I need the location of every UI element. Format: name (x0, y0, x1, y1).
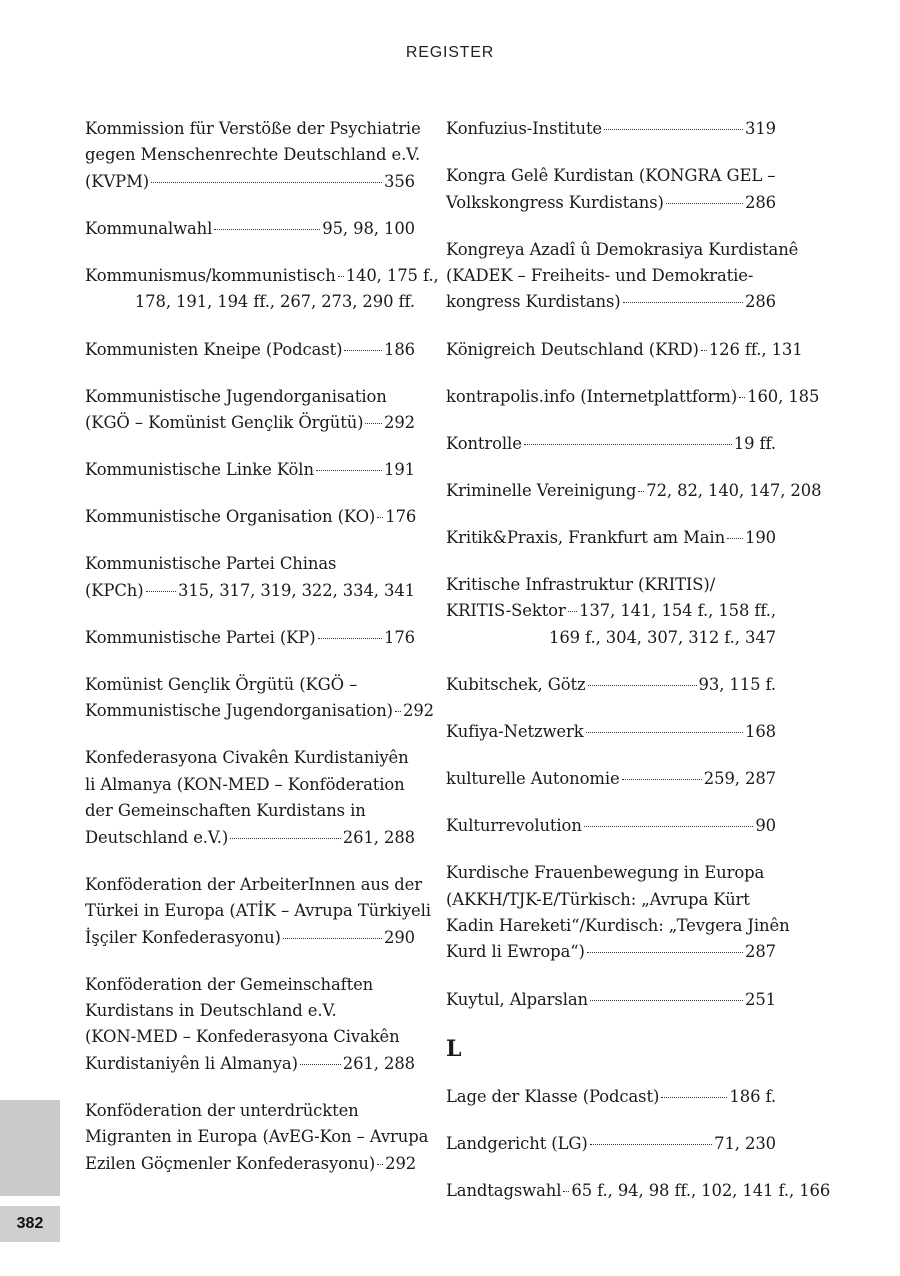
entry-term: KRITIS-Sektor (446, 601, 566, 621)
index-entry (446, 572, 776, 651)
index-entry (446, 1178, 831, 1204)
index-entry (446, 337, 803, 363)
entry-final-line (85, 1151, 415, 1177)
entry-term: Kritik&Praxis, Frankfurt am Main (446, 527, 726, 547)
entry-final-line (85, 625, 415, 651)
index-entry (446, 1131, 776, 1157)
entry-pages: 191 (384, 460, 415, 480)
entry-text-line: Migranten in Europa (AvEG-Kon – Avrupa (85, 1127, 429, 1147)
entry-pages: 292 (402, 701, 434, 721)
entry-final-line (446, 337, 803, 363)
dot-leader (586, 732, 743, 733)
entry-term: Volkskongress Kurdistans) (446, 192, 664, 212)
entry-final-line (85, 410, 415, 436)
entry-term: Konfuzius-Institute (446, 119, 603, 138)
entry-term: Kulturrevolution (446, 816, 582, 836)
index-entry (446, 1084, 776, 1110)
index-column-right (446, 116, 831, 1225)
entry-final-line (85, 457, 415, 483)
entry-final-line (446, 987, 776, 1013)
entry-text-line: li Almanya (KON-MED – Konföderation (85, 774, 405, 794)
entry-pages: 286 (745, 192, 776, 212)
dot-leader (316, 470, 382, 471)
entry-text-line: Konföderation der Gemeinschaften (85, 974, 374, 994)
entry-text-line: (KADEK – Freiheits- und Demokratie- (446, 266, 754, 285)
index-entry (85, 625, 415, 651)
entry-term: Landgericht (LG) (446, 1133, 588, 1153)
dot-leader (588, 685, 697, 686)
entry-pages: 356 (384, 171, 415, 191)
entry-pages: 186 (384, 339, 415, 359)
dot-leader (739, 397, 745, 398)
entry-final-line (446, 478, 822, 504)
entry-term: Kommunalwahl (85, 218, 213, 238)
entry-final-line (85, 825, 415, 851)
entry-term: kulturelle Autonomie (446, 769, 620, 789)
entry-text-line: der Gemeinschaften Kurdistans in (85, 801, 366, 821)
entry-pages: 319 (745, 119, 776, 138)
index-entry (85, 504, 415, 530)
index-column-left (85, 116, 439, 1198)
dot-leader (365, 423, 382, 424)
entry-pages: 65 f., 94, 98 ff., 102, 141 f., 166 (571, 1180, 831, 1200)
dot-leader (283, 938, 382, 939)
dot-leader (666, 203, 743, 204)
index-entry (85, 263, 439, 316)
entry-pages: 290 (384, 927, 415, 947)
index-entry (446, 163, 776, 216)
entry-text-line: Türkei in Europa (ATİK – Avrupa Türkiyeli (85, 901, 431, 921)
entry-final-line (85, 578, 415, 604)
index-entry (85, 384, 415, 437)
entry-pages: 95, 98, 100 (322, 218, 415, 238)
index-entry (446, 116, 776, 142)
entry-pages: 126 ff., 131 (708, 339, 803, 359)
dot-leader (214, 229, 320, 230)
dot-leader (344, 350, 382, 351)
index-entry (446, 987, 776, 1013)
dot-leader (701, 350, 707, 351)
entry-term: Landtagswahl (446, 1180, 562, 1200)
page-number: 382 (0, 1206, 60, 1242)
index-entry (446, 719, 776, 745)
entry-term: Kurd li Ewropa“) (446, 942, 585, 962)
entry-pages: 71, 230 (714, 1133, 776, 1153)
dot-leader (230, 838, 341, 839)
entry-text-line: Konfederasyona Civakên Kurdistaniyên (85, 748, 409, 768)
entry-pages: 261, 288 (342, 1053, 415, 1073)
entry-pages-continuation: 169 f., 304, 307, 312 f., 347 (548, 627, 776, 647)
entry-final-line (446, 525, 776, 551)
dot-leader (146, 591, 176, 592)
dot-leader (623, 302, 743, 303)
entry-text-line: Kritische Infrastruktur (KRITIS)/ (446, 574, 716, 594)
entry-text-line: Kommission für Verstöße der Psychiatrie (85, 119, 421, 138)
entry-text-line: Konföderation der unterdrückten (85, 1100, 359, 1120)
entry-pages: 292 (385, 1153, 417, 1173)
entry-term: Kriminelle Vereinigung (446, 480, 637, 500)
dot-leader (590, 1144, 712, 1145)
thumb-tab (0, 1100, 60, 1196)
entry-final-line (446, 672, 776, 698)
entry-text-line: Kadin Hareketi“/Kurdisch: „Tevgera Jinên (446, 916, 790, 936)
entry-pages: 168 (745, 721, 776, 741)
dot-leader (622, 779, 702, 780)
entry-final-line (446, 1084, 776, 1110)
entry-text-line: (KON-MED – Konfederasyona Civakên (85, 1027, 400, 1047)
index-entry (446, 766, 776, 792)
index-entry (446, 237, 799, 316)
index-entry (85, 1098, 429, 1177)
entry-pages: 140, 175 f., (345, 266, 439, 285)
index-list-k (446, 116, 822, 1013)
index-entry (85, 457, 415, 483)
entry-term: İşçiler Konfederasyonu) (85, 927, 281, 947)
dot-leader (338, 276, 344, 277)
dot-leader (377, 517, 383, 518)
index-entry (85, 116, 421, 195)
entry-pages: 72, 82, 140, 147, 208 (646, 480, 822, 500)
entry-pages: 160, 185 (747, 386, 820, 406)
dot-leader (604, 129, 743, 130)
entry-final-line (446, 1178, 831, 1204)
dot-leader (377, 1164, 383, 1165)
entry-text-line: Kommunistische Jugendorganisation (85, 386, 387, 406)
index-entry (85, 337, 415, 363)
entry-final-line (85, 504, 415, 530)
entry-final-line (446, 598, 776, 624)
dot-leader (638, 491, 644, 492)
entry-pages: 90 (755, 816, 776, 836)
entry-term: Kubitschek, Götz (446, 674, 586, 694)
entry-pages: 287 (745, 942, 776, 962)
index-entry (85, 972, 415, 1078)
entry-pages: 186 f. (729, 1086, 776, 1106)
entry-pages: 286 (745, 292, 776, 312)
dot-leader (590, 1000, 743, 1001)
entry-final-line (446, 384, 820, 410)
dot-leader (584, 826, 754, 827)
entry-term: Kommunistische Partei (KP) (85, 627, 316, 647)
entry-final-line (85, 925, 415, 951)
entry-final-line (446, 766, 776, 792)
entry-pages-continuation: 178, 191, 194 ff., 267, 273, 290 ff. (134, 292, 415, 312)
entry-final-line (85, 1051, 415, 1077)
entry-pages: 259, 287 (703, 769, 776, 789)
entry-term: Kommunistische Jugendorganisation) (85, 701, 393, 721)
entry-final-line (446, 939, 776, 965)
entry-pages: 190 (745, 527, 776, 547)
entry-pages: 315, 317, 319, 322, 334, 341 (177, 580, 415, 600)
entry-term: (KGÖ – Komünist Gençlik Örgütü) (85, 413, 364, 432)
entry-text-line: (AKKH/TJK-E/Türkisch: „Avrupa Kürt (446, 889, 750, 909)
entry-final-line (85, 337, 415, 363)
entry-pages: 93, 115 f. (698, 674, 776, 694)
index-entry (446, 478, 822, 504)
entry-final-line (446, 719, 776, 745)
entry-term: Kontrolle (446, 433, 522, 453)
entry-term: Kommunistische Organisation (KO) (85, 507, 376, 527)
entry-final-line (85, 263, 439, 289)
index-entry (85, 551, 415, 604)
entry-term: Ezilen Göçmenler Konfederasyonu) (85, 1153, 376, 1173)
entry-term: kongress Kurdistans) (446, 292, 621, 312)
dot-leader (587, 952, 743, 953)
entry-pages: 19 ff. (733, 433, 776, 453)
index-list-l (446, 1084, 831, 1205)
index-entry (446, 860, 790, 966)
entry-text-line: Kurdische Frauenbewegung in Europa (446, 863, 765, 883)
entry-pages: 251 (745, 989, 776, 1009)
entry-text-line: Kommunistische Partei Chinas (85, 554, 337, 574)
index-entry (446, 672, 776, 698)
dot-leader (318, 638, 382, 639)
dot-leader (524, 444, 732, 445)
entry-final-line (446, 116, 776, 142)
entry-text-line: Konföderation der ArbeiterInnen aus der (85, 874, 423, 894)
entry-final-line (85, 216, 415, 242)
index-entry (85, 672, 434, 725)
entry-term: Kommunistische Linke Köln (85, 460, 314, 480)
entry-final-line (446, 431, 776, 457)
index-entry (446, 431, 776, 457)
dot-leader (568, 611, 577, 612)
index-entry (446, 384, 820, 410)
entry-text-line: Komünist Gençlik Örgütü (KGÖ – (85, 674, 358, 694)
index-entry (85, 745, 415, 851)
entry-final-line (446, 813, 776, 839)
entry-pages: 292 (384, 413, 415, 432)
entry-pages: 137, 141, 154 f., 158 ff., (579, 601, 776, 621)
entry-pages: 176 (384, 627, 415, 647)
section-letter-heading: L (446, 1035, 462, 1062)
entry-text-line: gegen Menschenrechte Deutschland e.V. (85, 145, 421, 165)
entry-term: Kuytul, Alparslan (446, 989, 588, 1009)
entry-term: Deutschland e.V.) (85, 827, 229, 847)
entry-pages: 176 (385, 507, 417, 527)
index-entry (85, 872, 431, 951)
entry-term: Kufiya-Netzwerk (446, 721, 584, 741)
dot-leader (661, 1097, 727, 1098)
entry-term: (KVPM) (85, 171, 150, 191)
entry-term: Kommunisten Kneipe (Podcast) (85, 339, 343, 359)
dot-leader (727, 538, 743, 539)
entry-term: Kommunismus/kommunistisch (85, 266, 336, 285)
entry-final-line (85, 698, 434, 724)
dot-leader (300, 1064, 341, 1065)
running-head: REGISTER (405, 44, 495, 61)
entry-pages: 261, 288 (342, 827, 415, 847)
entry-text-line: Kurdistans in Deutschland e.V. (85, 1001, 337, 1020)
entry-text-line: Kongreya Azadî û Demokrasiya Kurdistanê (446, 239, 799, 259)
entry-term: Königreich Deutschland (KRD) (446, 339, 699, 359)
entry-term: Kurdistaniyên li Almanya) (85, 1053, 298, 1073)
dot-leader (151, 182, 382, 183)
index-entry (85, 216, 415, 242)
entry-final-line (85, 169, 415, 195)
dot-leader (563, 1191, 569, 1192)
entry-term: kontrapolis.info (Internetplattform) (446, 386, 738, 406)
entry-text-line: Kongra Gelê Kurdistan (KONGRA GEL – (446, 166, 776, 186)
entry-term: Lage der Klasse (Podcast) (446, 1086, 660, 1106)
entry-final-line (446, 190, 776, 216)
entry-term: (KPCh) (85, 580, 144, 600)
index-entry (446, 525, 776, 551)
entry-final-line (446, 289, 776, 315)
entry-final-line (446, 1131, 776, 1157)
dot-leader (395, 711, 401, 712)
index-entry (446, 813, 776, 839)
